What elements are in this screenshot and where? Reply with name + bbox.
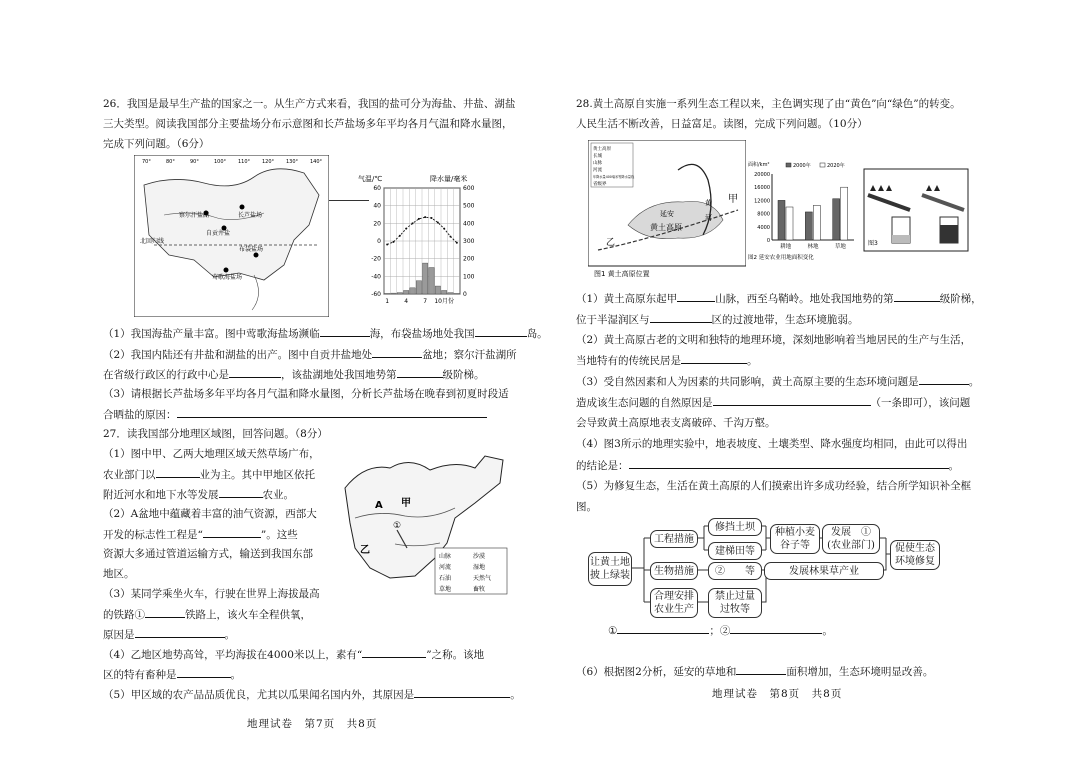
- precip-bar: [410, 288, 415, 294]
- q28-2-line2: 当地特有的传统民居是 。: [576, 350, 758, 371]
- flow-result: 促使生态 环境修复: [890, 540, 940, 570]
- precip-bar: [435, 286, 440, 294]
- flow-bio: 生物措施: [650, 562, 698, 580]
- flow-blank2: ② 等: [708, 562, 762, 580]
- landuse-ytick: 4000: [757, 224, 770, 231]
- climate-right-title: 降水量/毫米: [430, 175, 468, 183]
- landuse-ytick: 0: [766, 238, 770, 244]
- q28-3-line1: （3）受自然因素和人为因素的共同影响，黄土高原主要的生态环境问题是 。: [576, 371, 979, 392]
- landuse-xtick: 草地: [834, 244, 846, 250]
- precip-bar: [429, 268, 434, 295]
- flow-agri: 合理安排 农业生产: [650, 588, 698, 618]
- landuse-legend-label: 2020年: [827, 163, 845, 169]
- legend-wetland: 湿地: [473, 564, 486, 571]
- climate-ytick-right: 300: [463, 238, 475, 245]
- q27-1-line3: 附近河水和地下水等发展 农业。: [103, 484, 294, 505]
- landuse-ytick: 12000: [754, 198, 770, 205]
- q27-2-line3: 资源大多通过管道运输方式，输送到我国东部: [103, 548, 313, 560]
- map-lon-label: 70°: [142, 159, 151, 165]
- measures-flowchart: [586, 514, 946, 626]
- flow-dam: 修挡土坝: [708, 518, 762, 536]
- fig3-caption: 图3: [868, 240, 878, 247]
- legend-grassland: 草地: [439, 586, 452, 593]
- region-label-yi: 乙: [360, 545, 370, 556]
- precip-bar: [385, 293, 390, 294]
- climate-ytick-left: -20: [371, 255, 381, 263]
- q27-2-line2: 开发的标志性工程是“ ”。这些: [103, 524, 298, 545]
- climate-chart: [356, 172, 490, 306]
- climate-ytick-right: 400: [463, 220, 475, 228]
- q27-2-line4: 地区。: [103, 568, 135, 580]
- flow-crops: 种植小麦 谷子等: [770, 524, 820, 554]
- climate-ytick-right: 600: [463, 185, 475, 192]
- q26-3-line2: 合晒盐的原因：: [103, 404, 487, 425]
- landuse-xtick: 林地: [807, 244, 819, 250]
- map-lon-label: 110°: [238, 159, 251, 165]
- fig1-legend-isohyet: 年降水量400毫米等降水量线: [593, 175, 635, 179]
- climate-ytick-left: 0: [377, 238, 381, 245]
- q27-4-line2: 区的特有畜种是 。: [103, 664, 241, 685]
- q27-2-line1: （2）A盆地中蕴藏着丰富的油气资源，西部大: [103, 508, 317, 520]
- fig1-label-plateau: 黄土高原: [650, 223, 682, 232]
- legend-mountain: 山脉: [439, 553, 452, 560]
- landuse-bar: [786, 207, 793, 240]
- precip-bar: [397, 293, 402, 294]
- precip-bar: [448, 293, 453, 294]
- q27-1-line1: （1）图中甲、乙两大地理区域天然草场广布，: [103, 448, 320, 460]
- legend-oil: 石油: [439, 575, 452, 582]
- right-page: [540, 0, 1080, 774]
- landuse-bar: [833, 199, 840, 240]
- map-lon-label: 140°: [310, 159, 323, 165]
- fig1-label-yanan: 延安: [660, 210, 674, 218]
- q28-intro-line2: 人民生活不断改善，日益富足。读图，完成下列问题。（10分）: [576, 118, 868, 130]
- right-footer: 地理试卷 第8页 共8页: [712, 688, 843, 700]
- landuse-bar: [805, 212, 812, 240]
- loess-plateau-map: [588, 140, 746, 280]
- legend-desert: 沙漠: [473, 553, 486, 560]
- fig1-caption: 图1 黄土高原位置: [594, 270, 650, 278]
- flow-grazing: 禁止过量 过牧等: [708, 588, 762, 618]
- q28-intro-line1: 28.黄土高原自实施一系列生态工程以来，主色调实现了由“黄色”向“绿色”的转变。: [576, 98, 961, 110]
- climate-left-title: 气温/℃: [358, 175, 383, 183]
- precip-bar: [404, 290, 409, 294]
- q28-4-line2: 的结论是： 。: [576, 455, 959, 476]
- erosion-experiment: [862, 165, 972, 255]
- map-lon-label: 80°: [166, 159, 175, 165]
- climate-ytick-right: 500: [463, 202, 475, 210]
- q28-5-line2: 图。: [576, 501, 597, 513]
- fig1-legend-border: 省级界: [593, 182, 607, 187]
- flow-develop: 发展 ① (农业部门): [822, 524, 880, 554]
- q27-3-line3: 原因是 。: [103, 624, 235, 645]
- q28-3-line2: 造成该生态问题的自然原因是 （一条即可），该问题: [576, 392, 970, 413]
- climate-ytick-left: -40: [371, 273, 381, 281]
- landuse-ytick: 16000: [754, 185, 770, 192]
- map-label-tropic: 北回归线: [140, 238, 165, 245]
- fig1-legend-plateau: 黄土高原: [593, 147, 611, 152]
- q28-1-line1: （1）黄土高原东起甲 山脉，西至乌鞘岭。地处我国地势的第 级阶梯，: [576, 288, 982, 309]
- legend-livestock: 畜牧: [473, 586, 486, 593]
- fig1-label-huang: 黄: [705, 199, 712, 207]
- flow-blanks: ① ；② 。: [608, 620, 833, 641]
- landuse-legend-swatch: [820, 163, 825, 167]
- flow-root: 让黄土地 披上绿装: [588, 552, 632, 586]
- precip-bar: [423, 263, 428, 294]
- region-label-railway: ①: [393, 521, 402, 531]
- map-label-budai: 布袋盐场: [239, 246, 264, 253]
- q26-3-line1: （3）请根据长芦盐场多年平均各月气温和降水量图，分析长芦盐场在晚春到初夏时段适: [103, 388, 509, 400]
- map-label-charhan: 察尔汗盐湖: [179, 212, 210, 219]
- precip-bar: [442, 290, 447, 294]
- landuse-xtick: 耕地: [780, 244, 792, 250]
- legend-gas: 天然气: [473, 575, 492, 582]
- precip-bar: [416, 281, 421, 294]
- map-lon-label: 100°: [214, 159, 227, 165]
- q28-2-line1: （2）黄土高原古老的文明和独特的地理环境，深刻地影响着当地居民的生产与生活，: [576, 334, 972, 346]
- fig1-label-he: 河: [705, 214, 712, 222]
- climate-xtick: 10月份: [434, 298, 454, 305]
- salt-field-map: [134, 155, 329, 317]
- fig2-unit: 面积/km²: [748, 162, 770, 168]
- climate-ytick-left: 60: [373, 185, 381, 192]
- map-lon-label: 130°: [286, 159, 299, 165]
- climate-xtick: 1: [385, 298, 390, 305]
- q28-4-line1: （4）图3所示的地理实验中，地表坡度、土壤类型、降水强度均相同，由此可以得出: [576, 438, 968, 450]
- fig1-label-jia: 甲: [728, 194, 738, 205]
- precip-bar: [454, 293, 459, 294]
- landuse-bar: [841, 187, 848, 240]
- climate-ytick-left: 20: [373, 220, 381, 228]
- climate-ytick-right: 200: [463, 255, 475, 263]
- climate-xtick: 7: [423, 298, 428, 305]
- q28-1-line2: 位于半湿润区与 区的过渡地带，生态环境脆弱。: [576, 309, 859, 330]
- map-lon-label: 90°: [190, 159, 199, 165]
- q27-3-line1: （3）某同学乘坐火车，行驶在世界上海拔最高: [103, 588, 320, 600]
- precip-bar: [391, 293, 396, 294]
- q27-3-line2: 的铁路① 铁路上，该火车全程供氧，: [103, 604, 311, 625]
- map-label-zigong: 自贡井盐: [206, 230, 231, 237]
- q26-intro-line2: 三大类型。阅读我国部分主要盐场分布示意图和长芦盐场多年平均各月气温和降水量图，: [103, 118, 513, 130]
- fig1-label-yi: 乙: [606, 238, 616, 248]
- landuse-ytick: 8000: [757, 211, 770, 218]
- climate-ytick-right: 100: [463, 273, 475, 281]
- q27-4-line1: （4）乙地区地势高耸，平均海拔在4000米以上，素有“ ”之称。该地: [103, 644, 484, 665]
- region-label-A: A: [375, 500, 383, 511]
- climate-ytick-left: 40: [373, 202, 381, 210]
- q26-2-line1: （2）我国内陆还有井盐和湖盐的出产。图中自贡井盐地处 盆地；察尔汗盐湖所: [103, 344, 517, 365]
- q26-2-line2: 在省级行政区的行政中心是 ，该盐湖地处我国地势第 级阶梯。: [103, 364, 485, 385]
- q26-1: （1）我国海盐产量丰富。图中莺歌海盐场濒临 海，布袋盐场地处我国 岛。: [103, 323, 548, 344]
- landuse-chart: [746, 160, 860, 262]
- map-lon-label: 120°: [262, 159, 275, 165]
- fig1-legend-mountain: 山脉: [593, 161, 602, 166]
- climate-ytick-left: -60: [371, 291, 381, 298]
- climate-xtick: 4: [404, 298, 409, 305]
- flow-terrace: 建梯田等: [708, 542, 762, 560]
- region-label-jia: 甲: [401, 498, 411, 509]
- q28-3-line3: 会导致黄土高原地表支离破碎、千沟万壑。: [576, 417, 776, 429]
- fig2-caption: 图2 延安农业用地面积变化: [748, 255, 814, 261]
- q28-5-line1: （5）为修复生态，生活在黄土高原的人们摸索出许多成功经验，结合所学知识补全框: [576, 480, 972, 492]
- q27-intro: 27．读我国部分地理区域图，回答问题。（8分）: [103, 428, 328, 440]
- landuse-bar: [778, 200, 785, 240]
- landuse-legend-swatch: [786, 163, 791, 167]
- map-label-yinggehai: 莺歌海盐场: [212, 274, 243, 281]
- q27-1-line2: 农业部门以 业为主。其中甲地区依托: [103, 464, 315, 485]
- fig1-legend-river: 河流: [593, 168, 602, 173]
- map-label-changlu: 长芦盐场: [238, 212, 263, 219]
- left-footer: 地理试卷 第7页 共8页: [247, 718, 378, 730]
- q26-intro-line1: 26．我国是最早生产盐的国家之一。从生产方式来看，我国的盐可分为海盐、井盐、湖盐: [103, 98, 516, 110]
- q28-6: （6）根据图2分析，延安的草地和 面积增加，生态环境明显改善。: [576, 661, 933, 682]
- legend-river: 河流: [439, 564, 452, 571]
- q26-intro-line3: 完成下列问题。（6分）: [103, 138, 210, 150]
- fig1-legend-greatwall: 长城: [593, 154, 602, 159]
- landuse-bar: [813, 205, 820, 240]
- region-map: [335, 448, 510, 598]
- flow-engineering: 工程措施: [650, 530, 698, 548]
- landuse-ytick: 20000: [754, 172, 770, 178]
- climate-ytick-right: 0: [463, 291, 467, 298]
- flow-forest: 发展林果草产业: [764, 562, 884, 580]
- landuse-legend-label: 2000年: [793, 163, 811, 169]
- q27-5: （5）甲区域的农产品品质优良，尤其以瓜果闻名国内外，其原因是 。: [103, 684, 521, 705]
